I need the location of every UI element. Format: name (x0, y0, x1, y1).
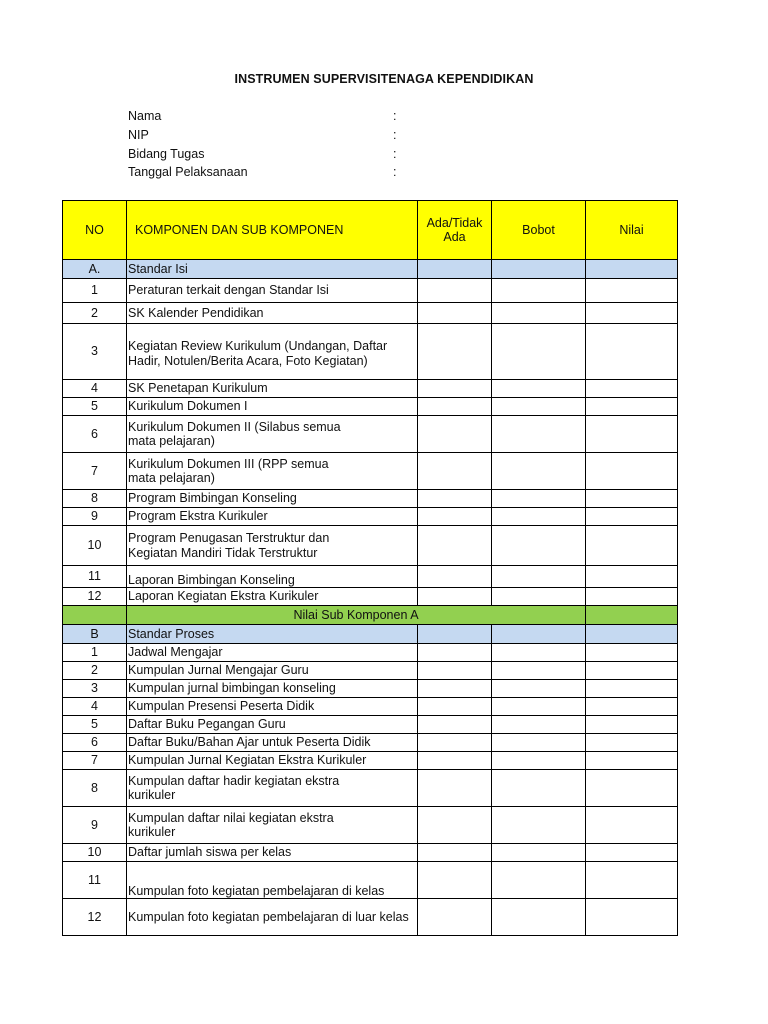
cell-nilai (586, 807, 678, 844)
cell-ada (418, 260, 492, 279)
row-no: 3 (63, 324, 127, 380)
row-text: Daftar Buku/Bahan Ajar untuk Peserta Didik (127, 734, 418, 752)
table-row (63, 844, 678, 862)
table-row (63, 508, 678, 526)
cell-bobot (492, 526, 586, 566)
cell-bobot (492, 279, 586, 303)
header-no: NO (63, 201, 127, 260)
cell-bobot (492, 807, 586, 844)
cell-bobot (492, 398, 586, 416)
row-text: Kumpulan Presensi Peserta Didik (127, 698, 418, 716)
cell-nilai (586, 303, 678, 324)
cell-ada (418, 398, 492, 416)
cell-bobot (492, 566, 586, 588)
cell-nilai (586, 662, 678, 680)
row-text: Program Penugasan Terstruktur dan Kegiatan Mandiri Tidak Terstruktur (127, 526, 418, 566)
cell-bobot (492, 260, 586, 279)
header-komponen: KOMPONEN DAN SUB KOMPONEN (127, 201, 418, 260)
cell-bobot (492, 380, 586, 398)
row-no: 6 (63, 734, 127, 752)
row-text: Program Ekstra Kurikuler (127, 508, 418, 526)
cell-nilai (586, 680, 678, 698)
cell-nilai (586, 770, 678, 807)
section-a-row (63, 260, 678, 279)
field-nip-colon: : (393, 128, 397, 142)
row-no: 11 (63, 566, 127, 588)
row-no: 2 (63, 303, 127, 324)
row-text: SK Penetapan Kurikulum (127, 380, 418, 398)
cell-bobot (492, 588, 586, 606)
field-tanggal-colon: : (393, 165, 397, 179)
cell-ada (418, 380, 492, 398)
row-no: 12 (63, 588, 127, 606)
cell-ada (418, 662, 492, 680)
table-row (63, 324, 678, 380)
table-row (63, 490, 678, 508)
table-row (63, 807, 678, 844)
row-no: 7 (63, 752, 127, 770)
cell-bobot (492, 770, 586, 807)
cell-ada (418, 807, 492, 844)
row-text: Laporan Kegiatan Ekstra Kurikuler (127, 588, 418, 606)
field-nama-colon: : (393, 109, 397, 123)
cell-nilai (586, 588, 678, 606)
table-row (63, 716, 678, 734)
cell-bobot (492, 508, 586, 526)
cell-ada (418, 680, 492, 698)
row-no: 1 (63, 279, 127, 303)
cell-nilai (586, 380, 678, 398)
field-nama-label: Nama (128, 109, 162, 123)
table-row (63, 698, 678, 716)
cell-ada (418, 734, 492, 752)
row-text: Daftar Buku Pegangan Guru (127, 716, 418, 734)
table-row (63, 770, 678, 807)
cell-bobot (492, 752, 586, 770)
cell-nilai (586, 260, 678, 279)
row-text: Kumpulan Jurnal Kegiatan Ekstra Kurikuler (127, 752, 418, 770)
row-text: Kurikulum Dokumen II (Silabus semua mata pelajaran) (127, 416, 418, 453)
cell-ada (418, 698, 492, 716)
cell-ada (418, 453, 492, 490)
cell-bobot (492, 734, 586, 752)
field-tanggal-label: Tanggal Pelaksanaan (128, 165, 248, 179)
row-text: Daftar jumlah siswa per kelas (127, 844, 418, 862)
header-nilai: Nilai (586, 201, 678, 260)
cell-nilai (586, 844, 678, 862)
cell-bobot (492, 490, 586, 508)
cell-bobot (492, 662, 586, 680)
row-no: 11 (63, 862, 127, 899)
cell-ada (418, 770, 492, 807)
row-no: 6 (63, 416, 127, 453)
table-row (63, 453, 678, 490)
row-text: Kumpulan Jurnal Mengajar Guru (127, 662, 418, 680)
table-row (63, 303, 678, 324)
cell-ada (418, 899, 492, 936)
cell-nilai (586, 644, 678, 662)
table-row (63, 662, 678, 680)
cell-ada (418, 279, 492, 303)
section-a-no: A. (63, 260, 127, 279)
row-text: Jadwal Mengajar (127, 644, 418, 662)
cell-ada (418, 588, 492, 606)
document-title: INSTRUMEN SUPERVISITENAGA KEPENDIDIKAN (234, 72, 534, 86)
section-b-no: B (63, 625, 127, 644)
cell-bobot (492, 680, 586, 698)
cell-nilai (586, 752, 678, 770)
row-text: Laporan Bimbingan Konseling (127, 566, 418, 588)
row-no: 12 (63, 899, 127, 936)
cell-ada (418, 752, 492, 770)
table-row (63, 734, 678, 752)
cell-bobot (492, 625, 586, 644)
field-bidang-tugas-label: Bidang Tugas (128, 147, 205, 161)
subtotal-row (63, 606, 678, 625)
cell-nilai (586, 526, 678, 566)
table-row (63, 588, 678, 606)
cell-ada (418, 490, 492, 508)
row-no: 5 (63, 716, 127, 734)
section-b-name: Standar Proses (127, 625, 418, 644)
row-no: 1 (63, 644, 127, 662)
field-nip-label: NIP (128, 128, 149, 142)
cell-ada (418, 716, 492, 734)
subtotal-no (63, 606, 127, 625)
table-row (63, 398, 678, 416)
cell-nilai (586, 490, 678, 508)
table-row (63, 380, 678, 398)
cell-ada (418, 844, 492, 862)
table-row (63, 680, 678, 698)
table-row (63, 644, 678, 662)
cell-nilai (586, 625, 678, 644)
supervision-table (62, 200, 678, 936)
field-bidang-tugas-colon: : (393, 147, 397, 161)
cell-bobot (492, 899, 586, 936)
cell-ada (418, 303, 492, 324)
table-row (63, 416, 678, 453)
row-text: SK Kalender Pendidikan (127, 303, 418, 324)
cell-ada (418, 566, 492, 588)
table-row (63, 566, 678, 588)
cell-ada (418, 644, 492, 662)
row-text: Kurikulum Dokumen I (127, 398, 418, 416)
cell-nilai (586, 324, 678, 380)
cell-ada (418, 324, 492, 380)
row-text: Peraturan terkait dengan Standar Isi (127, 279, 418, 303)
cell-nilai (586, 279, 678, 303)
row-no: 3 (63, 680, 127, 698)
cell-bobot (492, 324, 586, 380)
cell-bobot (492, 453, 586, 490)
cell-nilai (586, 566, 678, 588)
cell-nilai (586, 398, 678, 416)
row-no: 4 (63, 380, 127, 398)
cell-nilai (586, 862, 678, 899)
row-text: Kurikulum Dokumen III (RPP semua mata pelajaran) (127, 453, 418, 490)
row-text: Kumpulan daftar nilai kegiatan ekstra kurikuler (127, 807, 418, 844)
cell-ada (418, 508, 492, 526)
row-no: 2 (63, 662, 127, 680)
cell-ada (418, 526, 492, 566)
section-b-row (63, 625, 678, 644)
subtotal-label: Nilai Sub Komponen A (127, 606, 586, 625)
row-text: Kumpulan foto kegiatan pembelajaran di luar kelas (127, 899, 418, 936)
table-row (63, 526, 678, 566)
row-no: 10 (63, 844, 127, 862)
table-row (63, 862, 678, 899)
table-row (63, 899, 678, 936)
row-no: 8 (63, 490, 127, 508)
row-text: Kegiatan Review Kurikulum (Undangan, Daftar Hadir, Notulen/Berita Acara, Foto Kegiatan) (127, 324, 418, 380)
cell-nilai (586, 508, 678, 526)
row-text: Kumpulan daftar hadir kegiatan ekstra kurikuler (127, 770, 418, 807)
cell-nilai (586, 899, 678, 936)
row-text: Program Bimbingan Konseling (127, 490, 418, 508)
cell-bobot (492, 844, 586, 862)
cell-bobot (492, 862, 586, 899)
row-no: 9 (63, 807, 127, 844)
cell-nilai (586, 453, 678, 490)
cell-bobot (492, 698, 586, 716)
cell-bobot (492, 644, 586, 662)
row-no: 5 (63, 398, 127, 416)
header-ada: Ada/Tidak Ada (418, 201, 492, 260)
row-text: Kumpulan foto kegiatan pembelajaran di kelas (127, 862, 418, 899)
cell-nilai (586, 416, 678, 453)
cell-ada (418, 862, 492, 899)
cell-bobot (492, 303, 586, 324)
subtotal-nilai (586, 606, 678, 625)
row-no: 10 (63, 526, 127, 566)
cell-ada (418, 625, 492, 644)
cell-bobot (492, 416, 586, 453)
row-no: 7 (63, 453, 127, 490)
cell-bobot (492, 716, 586, 734)
table-header-row (63, 201, 678, 260)
cell-ada (418, 416, 492, 453)
row-no: 9 (63, 508, 127, 526)
section-a-name: Standar Isi (127, 260, 418, 279)
table-row (63, 752, 678, 770)
row-no: 4 (63, 698, 127, 716)
cell-nilai (586, 716, 678, 734)
row-text: Kumpulan jurnal bimbingan konseling (127, 680, 418, 698)
header-bobot: Bobot (492, 201, 586, 260)
cell-nilai (586, 734, 678, 752)
row-no: 8 (63, 770, 127, 807)
table-row (63, 279, 678, 303)
cell-nilai (586, 698, 678, 716)
